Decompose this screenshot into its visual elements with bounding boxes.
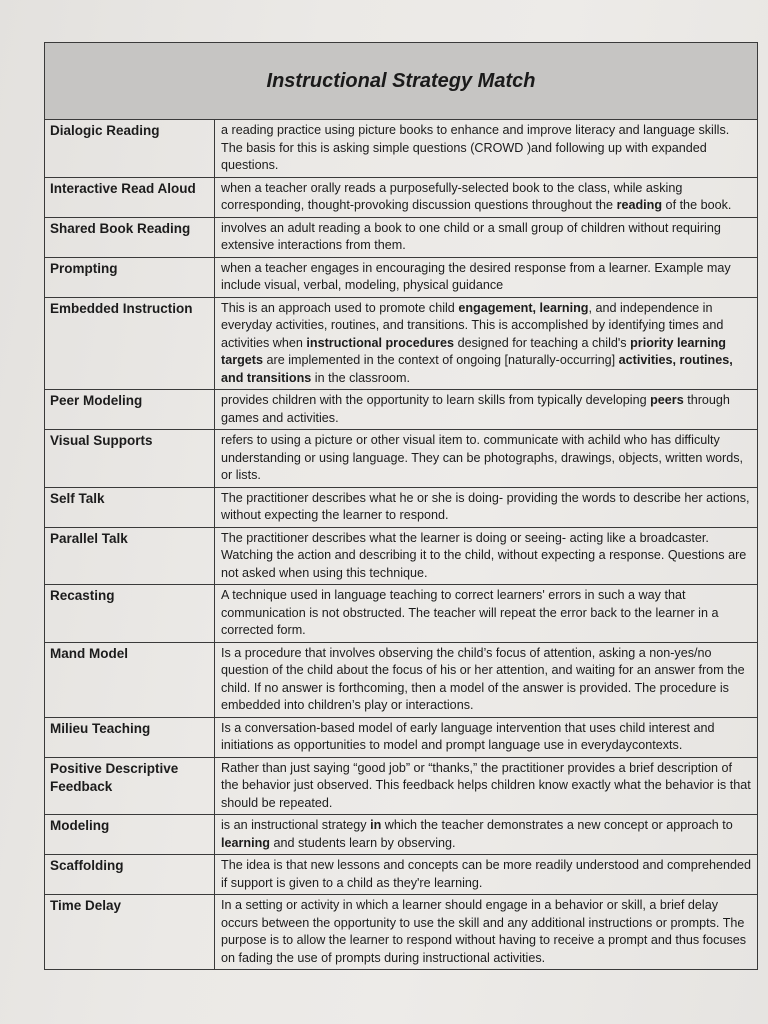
strategy-definition bbox=[215, 488, 757, 527]
strategy-definition bbox=[215, 643, 757, 717]
table-row bbox=[45, 758, 757, 816]
strategy-definition bbox=[215, 120, 757, 177]
text-segment: through games and activities. bbox=[221, 393, 730, 425]
text-segment: involves an adult reading a book to one child or a small group of children without requiring extensive interactions from them. bbox=[221, 220, 721, 252]
strategy-table bbox=[44, 42, 758, 970]
table-row bbox=[45, 585, 757, 643]
strategy-term: Milieu Teaching bbox=[45, 718, 215, 757]
text-segment: The practitioner describes what the learner is doing or seeing- acting like a broadcaster. Watching the action and describing it to the child, without expecting a response. Questions are not asked when using this technique. bbox=[221, 530, 747, 580]
text-segment: of the book. bbox=[662, 198, 732, 212]
strategy-term: Positive Descriptive Feedback bbox=[45, 758, 215, 815]
table-row bbox=[45, 390, 757, 430]
strategy-term: Dialogic Reading bbox=[45, 120, 215, 177]
bold-text-segment: engagement, learning bbox=[458, 300, 589, 315]
strategy-definition bbox=[215, 178, 757, 217]
text-segment: in the classroom. bbox=[311, 370, 410, 385]
strategy-definition bbox=[215, 855, 757, 894]
table-row bbox=[45, 895, 757, 969]
table-row bbox=[45, 120, 757, 178]
text-segment: provides children with the opportunity to learn skills from typically developing bbox=[221, 393, 651, 407]
strategy-definition bbox=[215, 528, 757, 585]
text-segment: The practitioner describes what he or she is doing- providing the words to describe her actions, without expecting the learner to respond. bbox=[221, 490, 750, 522]
text-segment: when a teacher orally reads a purposefully-selected book to the class, while asking corresponding, thought-provoking discussion questions throughout the bbox=[221, 180, 683, 212]
bold-text-segment: priority learning targets bbox=[221, 335, 726, 367]
text-segment: This is an approach used to promote child bbox=[221, 300, 459, 315]
strategy-term: Parallel Talk bbox=[45, 528, 215, 585]
text-segment: a reading practice using picture books to enhance and improve literacy and language skills. The basis for this is asking simple questions (CROWD )and following up with expanded questions. bbox=[221, 123, 730, 172]
bold-text-segment: in bbox=[370, 818, 382, 832]
strategy-definition bbox=[215, 218, 757, 257]
strategy-term: Self Talk bbox=[45, 488, 215, 527]
table-row bbox=[45, 528, 757, 586]
strategy-term: Interactive Read Aloud bbox=[45, 178, 215, 217]
strategy-term: Shared Book Reading bbox=[45, 218, 215, 257]
text-segment: Is a procedure that involves observing the child’s focus of attention, asking a non-yes/no question of the child about the focus of his or her attention, and waiting for an answer from the child. If no answer is forthcoming, then a model of the answer is provided. The procedure is embedded into children’s play or interactions. bbox=[221, 645, 745, 712]
table-row bbox=[45, 298, 757, 391]
strategy-definition bbox=[215, 298, 757, 390]
strategy-term: Modeling bbox=[45, 815, 215, 854]
text-segment: , and independence in everyday activities, routines, and transitions. This is accomplished by identifying times and activities when bbox=[221, 300, 724, 350]
table-row bbox=[45, 178, 757, 218]
strategy-term: Mand Model bbox=[45, 643, 215, 717]
strategy-definition bbox=[215, 430, 757, 487]
table-row bbox=[45, 643, 757, 718]
table-body bbox=[45, 120, 757, 969]
table-title-row bbox=[45, 43, 757, 120]
bold-text-segment: learning bbox=[221, 835, 270, 850]
strategy-term: Scaffolding bbox=[45, 855, 215, 894]
table-row bbox=[45, 258, 757, 298]
strategy-term: Prompting bbox=[45, 258, 215, 297]
strategy-term: Embedded Instruction bbox=[45, 298, 215, 390]
text-segment: A technique used in language teaching to correct learners' errors in such a way that communication is not obstructed. The teacher will repeat the error back to the learner in a corrected form. bbox=[221, 588, 719, 637]
text-segment: In a setting or activity in which a learner should engage in a behavior or skill, a brief delay occurs between the opportunity to use the skill and any additional instructions or prompts. The purpose is to allow the learner to respond without having to receive a prompt and thus focuses on fading the use of prompts during instructional activities. bbox=[221, 898, 747, 965]
text-segment: when a teacher engages in encouraging the desired response from a learner. Example may include visual, verbal, modeling, physical guidance bbox=[221, 260, 731, 292]
table-row bbox=[45, 430, 757, 488]
strategy-definition bbox=[215, 390, 757, 429]
text-segment: is an instructional strategy bbox=[221, 818, 371, 832]
text-segment: The idea is that new lessons and concepts can be more readily understood and comprehended if support is given to a child as they're learning. bbox=[221, 858, 751, 890]
text-segment: and students learn by observing. bbox=[270, 835, 456, 850]
strategy-definition bbox=[215, 815, 757, 854]
text-segment: refers to using a picture or other visual item to. communicate with achild who has difficulty understanding or using language. They can be photographs, drawings, objects, written words, or lists. bbox=[221, 433, 744, 482]
bold-text-segment: reading bbox=[616, 198, 663, 212]
bold-text-segment: activities, routines, and transitions bbox=[221, 353, 733, 385]
text-segment: designed for teaching a child's bbox=[454, 335, 631, 350]
strategy-definition bbox=[215, 895, 757, 969]
strategy-definition bbox=[215, 718, 757, 757]
strategy-definition bbox=[215, 258, 757, 297]
strategy-definition bbox=[215, 758, 757, 815]
bold-text-segment: instructional procedures bbox=[306, 335, 455, 350]
table-row bbox=[45, 488, 757, 528]
text-segment: Rather than just saying “good job” or “thanks,” the practitioner provides a brief description of the behavior just observed. This feedback helps children know exactly what the behavior is that should be repeated. bbox=[221, 760, 751, 810]
table-row bbox=[45, 718, 757, 758]
table-row bbox=[45, 855, 757, 895]
text-segment: are implemented in the context of ongoing [naturally-occurring] bbox=[263, 353, 619, 367]
table-row bbox=[45, 218, 757, 258]
strategy-term: Peer Modeling bbox=[45, 390, 215, 429]
strategy-term: Recasting bbox=[45, 585, 215, 642]
strategy-term: Visual Supports bbox=[45, 430, 215, 487]
strategy-term: Time Delay bbox=[45, 895, 215, 969]
text-segment: Is a conversation-based model of early language intervention that uses child interest and initiations as opportunities to model and prompt language use in everydaycontexts. bbox=[221, 720, 715, 752]
strategy-definition bbox=[215, 585, 757, 642]
page-title: Instructional Strategy Match bbox=[266, 69, 536, 92]
bold-text-segment: peers bbox=[650, 393, 684, 407]
table-row bbox=[45, 815, 757, 855]
text-segment: which the teacher demonstrates a new concept or approach to bbox=[381, 818, 733, 832]
